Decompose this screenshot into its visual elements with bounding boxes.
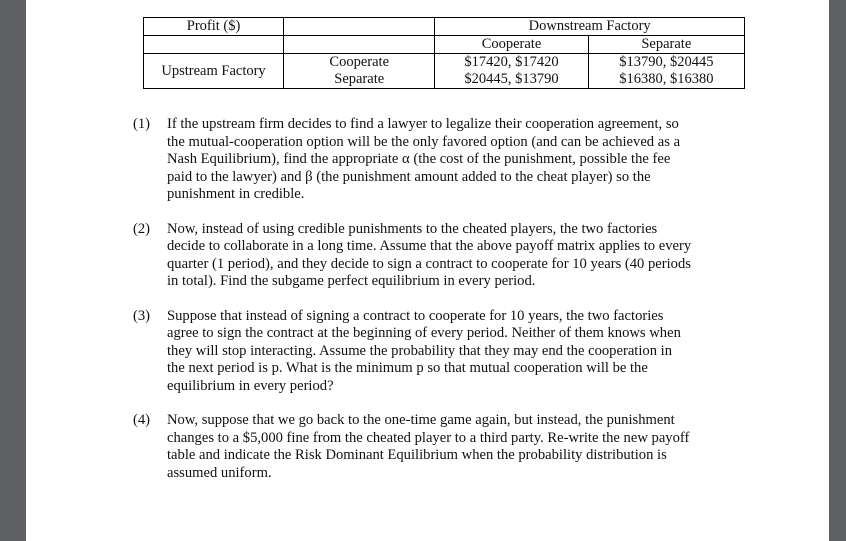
table-header-row [144,18,745,36]
question-line: they will stop interacting. Assume the probability that they may end the cooperation in [167,342,672,359]
question-line: Now, suppose that we go back to the one-time game again, but instead, the punishment [167,412,675,428]
question-3 [133,308,753,396]
row-separate-label: Separate [334,71,385,87]
downstream-factory-label: Downstream Factory [528,18,651,34]
empty-subheader-cell-1 [144,36,284,54]
question-1 [133,116,753,204]
payoff-table [143,17,745,89]
question-text [167,116,753,204]
downstream-cooperate-header [435,36,588,54]
payoff-cooperate-cooperate: $17420, $17420 [464,54,559,70]
table-subheader-row [144,36,745,54]
question-line: equilibrium in every period? [167,377,334,394]
question-line: assumed uniform. [167,464,272,481]
question-4 [133,412,753,482]
question-line: in total). Find the subgame perfect equilibrium in every period. [167,273,536,289]
question-number: (4) [133,412,151,428]
question-line: decide to collaborate in a long time. Assume that the above payoff matrix applies to every [167,238,692,254]
question-line: changes to a $5,000 fine from the cheated player to a third party. Re-write the new payoff [167,429,690,446]
question-line: table and indicate the Risk Dominant Equilibrium when the probability distribution is [167,447,667,463]
question-line: the next period is p. What is the minimum p so that mutual cooperation will be the [167,360,648,376]
document-page [26,0,829,541]
question-number: (3) [133,307,151,324]
payoff-separate-cooperate: $20445, $13790 [464,71,559,87]
downstream-header-cell [435,18,745,36]
question-number: (1) [133,116,151,132]
empty-header-cell [284,18,435,36]
downstream-separate-header [588,36,744,54]
empty-subheader-cell-2 [284,36,435,54]
payoff-separate-separate: $16380, $16380 [619,71,714,87]
question-line: punishment in credible. [167,186,305,202]
col-separate-label: Separate [641,36,692,52]
question-text [167,308,753,396]
cooperate-column-payoffs [435,54,588,89]
question-line: quarter (1 period), and they decide to sign a contract to cooperate for 10 years (40 periods [167,255,691,272]
table-row [144,54,745,89]
question-text [167,221,753,291]
upstream-strategies-cell [284,54,435,89]
question-line: the mutual-cooperation option will be the only favored option (and can be achieved as a [167,133,681,150]
upstream-factory-label: Upstream Factory [144,54,284,89]
payoff-cooperate-separate: $13790, $20445 [619,54,714,70]
question-list [133,116,753,499]
question-line: Suppose that instead of signing a contract to cooperate for 10 years, the two factories [167,307,664,324]
question-line: If the upstream firm decides to find a lawyer to legalize their cooperation agreement, so [167,116,679,132]
question-line: Now, instead of using credible punishments to the cheated players, the two factories [167,220,658,237]
col-cooperate-label: Cooperate [481,36,542,52]
question-line: Nash Equilibrium), find the appropriate α (the cost of the punishment, possible the fee [167,151,671,167]
row-cooperate-label: Cooperate [329,54,390,70]
question-text [167,412,753,482]
question-2 [133,221,753,291]
question-number: (2) [133,220,151,237]
question-line: agree to sign the contract at the beginning of every period. Neither of them knows when [167,325,681,341]
separate-column-payoffs [588,54,744,89]
question-line: paid to the lawyer) and β (the punishment amount added to the cheat player) so the [167,168,651,185]
profit-header-cell: Profit ($) [144,18,284,36]
